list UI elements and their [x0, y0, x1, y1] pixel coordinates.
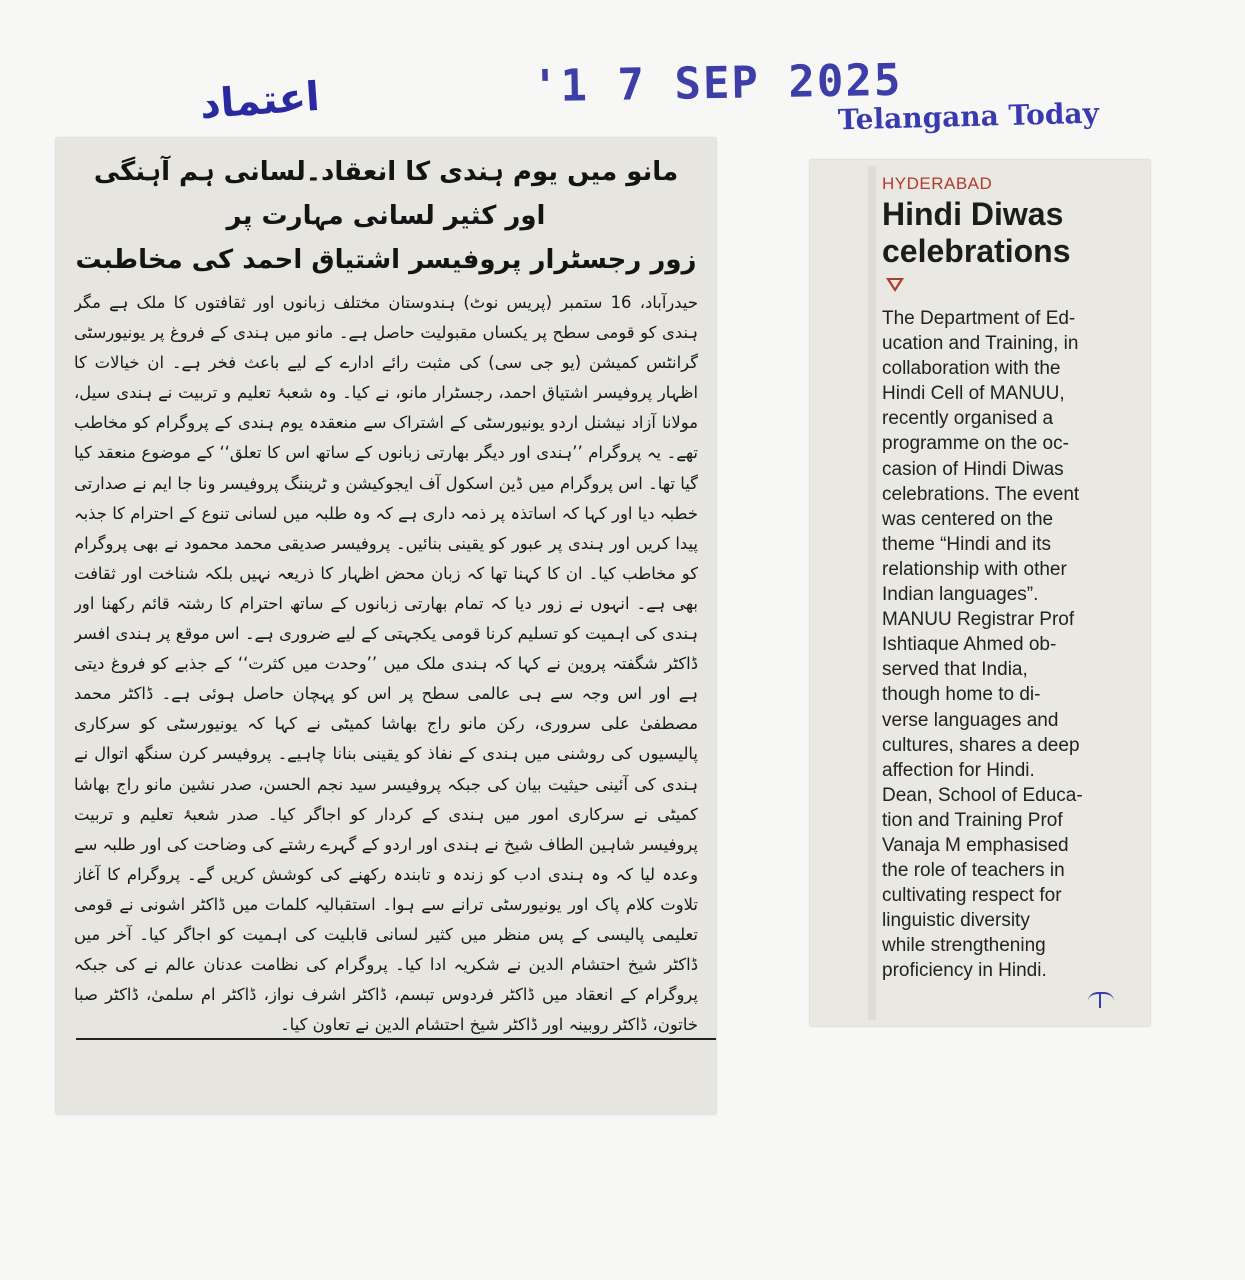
body-line: theme “Hindi and its: [882, 533, 1051, 555]
urdu-bottom-rule: [76, 1038, 716, 1040]
english-news-clipping: [810, 160, 1150, 1026]
body-line: tion and Training Prof: [882, 809, 1063, 831]
body-line: verse languages and: [882, 709, 1059, 731]
urdu-paper-handwritten-label: اعتماد: [198, 73, 322, 129]
body-line: while strengthening: [882, 935, 1046, 957]
body-line: MANUU Registrar Prof: [882, 609, 1075, 631]
body-line: casion of Hindi Diwas: [882, 458, 1064, 480]
body-line: programme on the oc-: [882, 433, 1069, 455]
body-line: recently organised a: [882, 408, 1054, 430]
urdu-headline: [74, 150, 698, 282]
body-line: affection for Hindi.: [882, 759, 1035, 781]
section-kicker: HYDERABAD: [882, 174, 993, 193]
body-line: Ishtiaque Ahmed ob-: [882, 634, 1057, 656]
triangle-marker-icon: [886, 278, 904, 292]
body-line: cultures, shares a deep: [882, 734, 1080, 756]
urdu-headline-line-2: زور رجسٹرار پروفیسر اشتیاق احمد کی مخاطبت: [75, 245, 697, 275]
date-stamp: '1 7 SEP 2025: [531, 54, 903, 113]
body-line: cultivating respect for: [882, 885, 1062, 907]
english-article-body: [882, 306, 1144, 984]
body-line: though home to di-: [882, 684, 1041, 706]
body-line: ucation and Training, in: [882, 333, 1079, 355]
body-line: was centered on the: [882, 508, 1054, 530]
english-headline-line-1: Hindi Diwas: [882, 196, 1064, 232]
english-headline-line-2: celebrations: [882, 233, 1071, 269]
body-line: Indian languages”.: [882, 584, 1039, 606]
body-line: served that India,: [882, 659, 1028, 681]
urdu-headline-line-1: مانو میں یوم ہندی کا انعقاد۔لسانی ہم آہنگی اور کثیر لسانی مہارت پر: [93, 157, 679, 231]
body-line: Dean, School of Educa-: [882, 784, 1083, 806]
english-paper-handwritten-label: Telangana Today: [837, 96, 1100, 137]
body-line: relationship with other: [882, 558, 1067, 580]
urdu-news-clipping: [56, 138, 716, 1114]
body-line: Hindi Cell of MANUU,: [882, 383, 1065, 405]
body-line: Vanaja M emphasised: [882, 834, 1069, 856]
body-line: collaboration with the: [882, 358, 1061, 380]
body-line: celebrations. The event: [882, 483, 1080, 505]
clipping-fold-strip: [868, 166, 876, 1020]
body-line: proficiency in Hindi.: [882, 960, 1047, 982]
english-headline: [882, 196, 1144, 270]
body-line: linguistic diversity: [882, 910, 1030, 932]
urdu-article-body: حیدرآباد، 16 ستمبر (پریس نوٹ) ہندوستان مختلف زبانوں اور ثقافتوں کا ملک ہے مگر ہندی کو قومی سطح پر یکساں مقبولیت حاصل ہے۔ مانو میں ہندی کے فروغ پر یونیورسٹی گرانٹس کمیشن (یو جی سی) کی مثبت رائے ادارے کے لیے باعث فخر ہے۔ ان خیالات کا اظہار پروفیسر اشتیاق احمد، رجسٹرار مانو، نے کیا۔ وہ شعبۂ تعلیم و تربیت نے ہندی سیل، مولانا آزاد نیشنل اردو یونیورسٹی کے اشتراک سے منعقدہ یوم ہندی کے پروگرام کو مخاطب تھے۔ یہ پروگرام ’’ہندی اور دیگر بھارتی زبانوں کے ساتھ اس کا تعلق‘‘ کے موضوع منعقد کیا گیا تھا۔ اس پروگرام میں ڈین اسکول آف ایجوکیشن و ٹریننگ پروفیسر ونا جا ایم نے صدارتی خطبہ دیا اور کہا کہ اساتذہ پر ذمہ داری ہے کہ وہ طلبہ میں لسانی تنوع کے احترام کا جذبہ پیدا کریں اور ہندی پر عبور کو یقینی بنائیں۔ پروفیسر صدیقی محمد محمود نے بھی پروگرام کو مخاطب کیا۔ ان کا کہنا تھا کہ زبان محض اظہار کا ذریعہ نہیں بلکہ شناخت اور ثقافت بھی ہے۔ انہوں نے زور دیا کہ تمام بھارتی زبانوں کے ساتھ احترام کا رشتہ قائم رکھنا اور ہندی کی اہمیت کو تسلیم کرنا قومی یکجہتی کے لیے ضروری ہے۔ اس موقع پر ہندی افسر ڈاکٹر شگفتہ پروین نے کہا کہ ہندی ملک میں ’’وحدت میں کثرت‘‘ کے جذبے کو فروغ دیتی ہے اور اس وجہ سے ہی عالمی سطح پر اس کو پہچان حاصل ہوئی ہے۔ ڈاکٹر محمد مصطفیٰ علی سروری، رکن مانو راج بھاشا کمیٹی نے کہا کہ یونیورسٹی کو سرکاری پالیسیوں کی روشنی میں ہندی کے نفاذ کو یقینی بنانا چاہیے۔ پروفیسر کرن سنگھ اتوال نے ہندی کی آئینی حیثیت بیان کی جبکہ پروفیسر سید نجم الحسن، صدر نشین مانو راج بھاشا کمیٹی نے سرکاری امور میں ہندی کے کردار کو اجاگر کیا۔ صدر شعبۂ تعلیم و تربیت پروفیسر شاہین الطاف شیخ نے ہندی اور اردو کے گہرے رشتے کی وضاحت کی اور طلبہ سے وعدہ لیا کہ وہ ہندی ادب کو زندہ و تابندہ رکھنے کی کوشش کریں گے۔ پروگرام کا آغاز تلاوت کلام پاک اور یونیورسٹی ترانے سے ہوا۔ استقبالیہ کلمات میں ڈاکٹر اشونی نے قومی تعلیمی پالیسی کے پس منظر میں کثیر لسانی قابلیت کی اہمیت کو اجاگر کیا۔ آخر میں ڈاکٹر شیخ احتشام الدین نے شکریہ ادا کیا۔ پروگرام کی نظامت عدنان عالم نے کی جبکہ پروگرام کے انعقاد میں ڈاکٹر فردوس تبسم، ڈاکٹر اشرف نواز، ڈاکٹر ام سلمیٰ، ڈاکٹر صبا خاتون، ڈاکٹر روبینہ اور ڈاکٹر شیخ احتشام الدین نے تعاون کیا۔: [74, 293, 698, 1035]
body-line: the role of teachers in: [882, 860, 1065, 882]
handwritten-mark-icon: [1088, 992, 1114, 1014]
body-line: The Department of Ed-: [882, 308, 1076, 329]
